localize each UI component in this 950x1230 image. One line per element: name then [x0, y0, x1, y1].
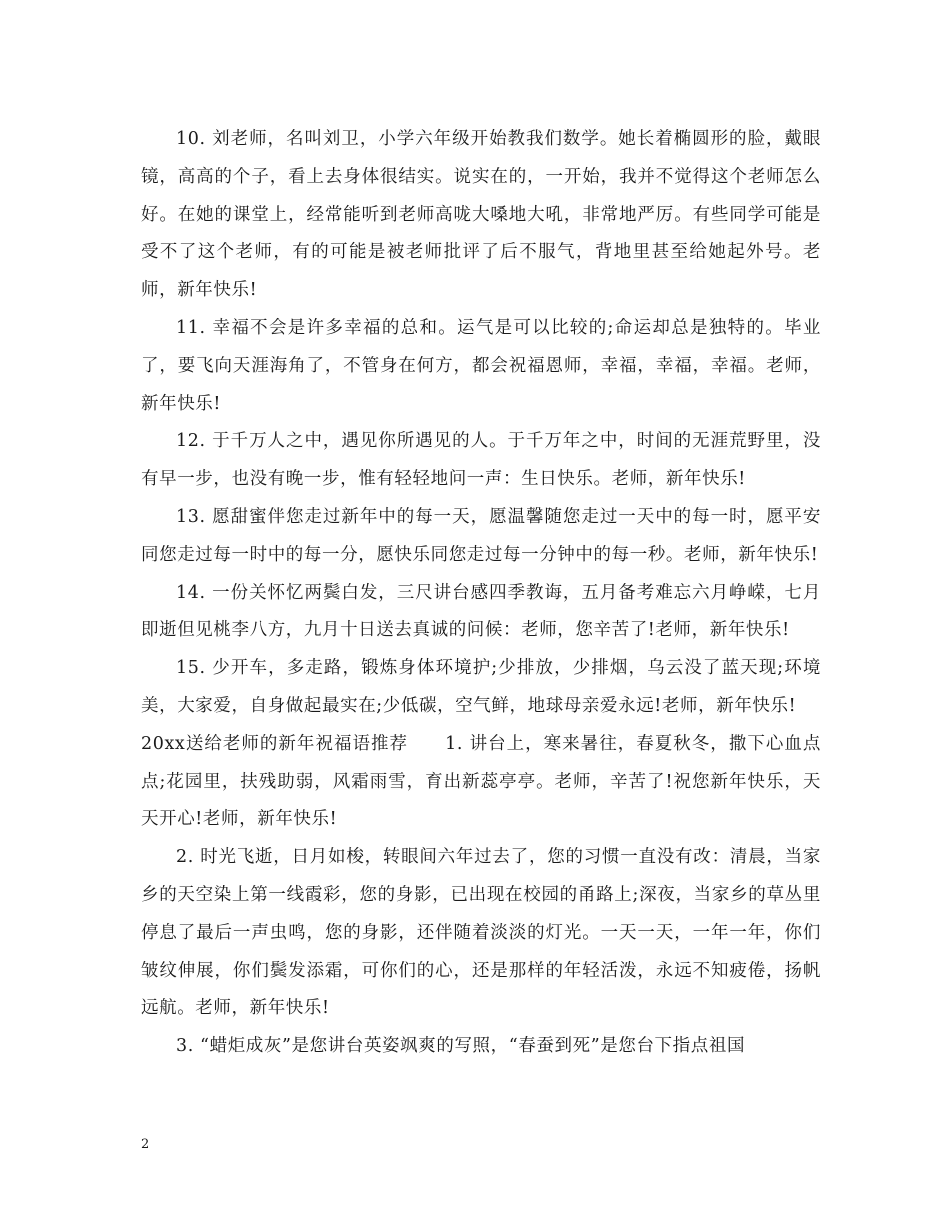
- paragraph-11: 11. 幸福不会是许多幸福的总和。运气是可以比较的;命运却总是独特的。毕业了，要飞向天涯海角了，不管身在何方，都会祝福恩师，幸福，幸福，幸福。老师，新年快乐!: [141, 317, 821, 414]
- page-number: 2: [141, 1137, 150, 1152]
- paragraph-12: 12. 于千万人之中，遇见你所遇见的人。于千万年之中，时间的无涯荒野里，没有早一步，也没有晚一步，惟有轻轻地问一声：生日快乐。老师，新年快乐!: [141, 431, 821, 490]
- paragraph-10: 10. 刘老师，名叫刘卫，小学六年级开始教我们数学。她长着椭圆形的脸，戴眼镜，高高的个子，看上去身体很结实。说实在的，一开始，我并不觉得这个老师怎么好。在她的课堂上，经常能听到老师高咙大嗓地大吼，非常地严厉。有些同学可能是受不了这个老师，有的可能是被老师批评了后不服气，背地里甚至给她起外号。老师，新年快乐!: [141, 129, 821, 301]
- paragraph-13: 13. 愿甜蜜伴您走过新年中的每一天，愿温馨随您走过一天中的每一时，愿平安同您走过每一时中的每一分，愿快乐同您走过每一分钟中的每一秒。老师，新年快乐!: [141, 506, 821, 565]
- section-heading-paragraph-1: 20xx送给老师的新年祝福语推荐 1. 讲台上，寒来暑往，春夏秋冬，撒下心血点点;花园里，扶残助弱，风霜雨雪，育出新蕊亭亭。老师，辛苦了!祝您新年快乐，天天开心!老师，新年快乐!: [141, 733, 821, 830]
- document-body: [141, 121, 821, 1066]
- paragraph-14: 14. 一份关怀忆两鬓白发，三尺讲台感四季教诲，五月备考难忘六月峥嵘，七月即逝但见桃李八方，九月十日送去真诚的问候：老师，您辛苦了!老师，新年快乐!: [141, 582, 821, 641]
- paragraph-2: 2. 时光飞逝，日月如梭，转眼间六年过去了，您的习惯一直没有改：清晨，当家乡的天空染上第一线霞彩，您的身影，已出现在校园的甬路上;深夜，当家乡的草丛里停息了最后一声虫鸣，您的身影，还伴随着淡淡的灯光。一天一天，一年一年，你们皱纹伸展，你们鬓发添霜，可你们的心，还是那样的年轻活泼，永远不知疲倦，扬帆远航。老师，新年快乐!: [141, 847, 821, 1019]
- paragraph-15: 15. 少开车，多走路，锻炼身体环境护;少排放，少排烟，乌云没了蓝天现;环境美，大家爱，自身做起最实在;少低碳，空气鲜，地球母亲爱永远!老师，新年快乐!: [141, 658, 821, 716]
- paragraph-3: 3. “蜡炬成灰”是您讲台英姿飒爽的写照，“春蚕到死”是您台下指点祖国: [176, 1036, 746, 1057]
